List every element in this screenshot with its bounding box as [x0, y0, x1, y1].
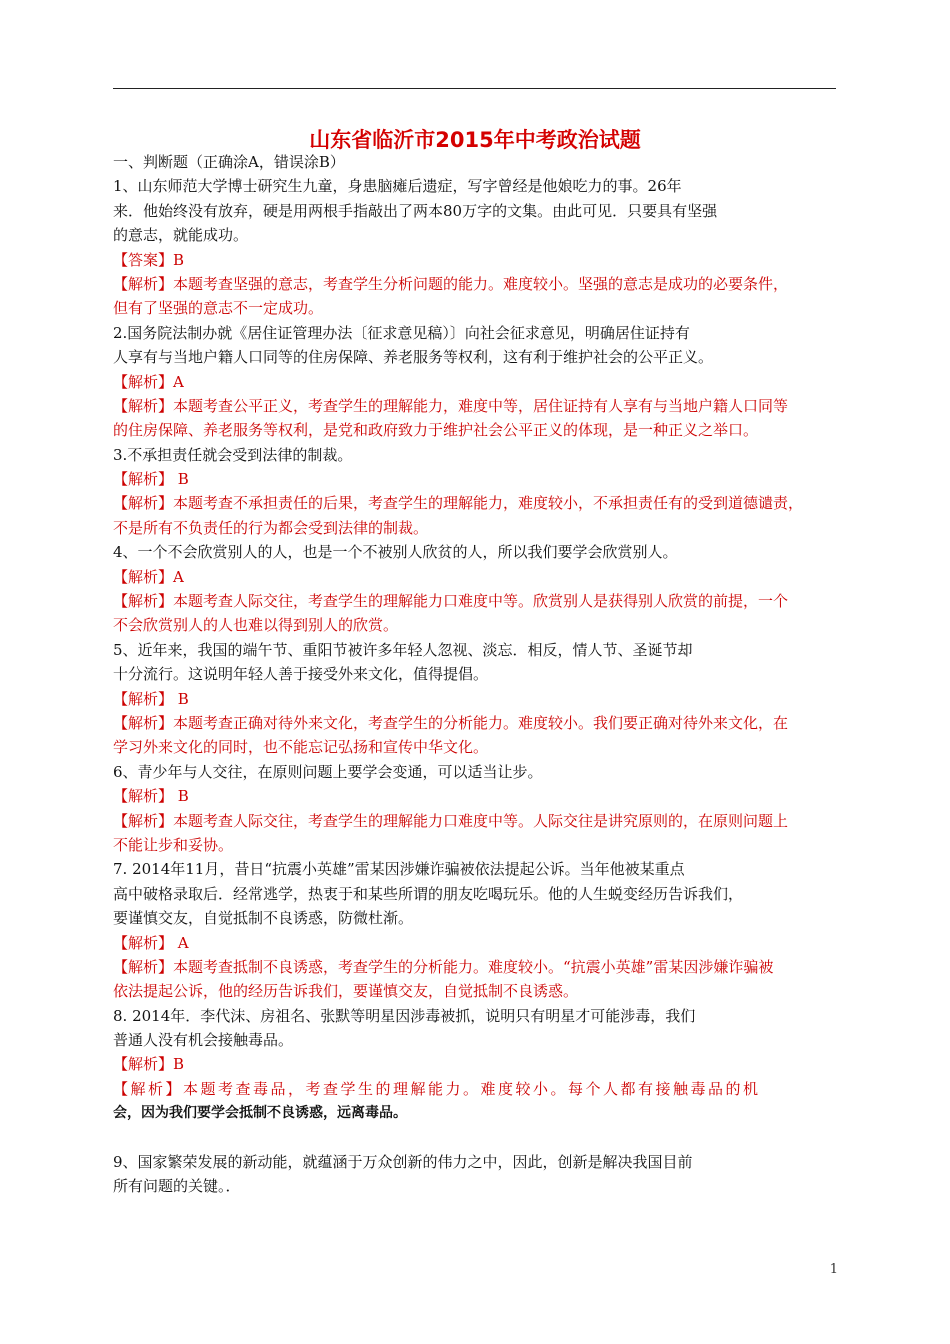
- question-5-line-1: 5、近年来，我国的端午节、重阳节被许多年轻人忽视、淡忘．相反，情人节、圣诞节却: [113, 640, 693, 659]
- header-rule: [113, 88, 836, 89]
- question-7-line-2: 高中破格录取后．经常逃学，热衷于和某些所谓的朋友吃喝玩乐。他的人生蜕变经历告诉我们，: [113, 884, 744, 903]
- question-4-answer: 【解析】A: [113, 567, 184, 586]
- question-2-line-1: 2.国务院法制办就《居住证管理办法〔征求意见稿）〕向社会征求意见，明确居住证持有: [113, 323, 690, 342]
- question-8-analysis-2: 会，因为我们要学会抵制不良诱惑，远离毒品。: [113, 1105, 407, 1122]
- question-7-analysis-1: 【解析】本题考查抵制不良诱惑，考查学生的分析能力。难度较小。“抗震小英雄”雷某因涉嫌诈骗被: [113, 957, 774, 976]
- question-5-analysis-1: 【解析】本题考查正确对待外来文化，考查学生的分析能力。难度较小。我们要正确对待外来文化，在: [113, 713, 789, 732]
- question-1-analysis-2: 但有了坚强的意志不一定成功。: [113, 299, 324, 318]
- question-1-line-2: 来．他始终没有放弃，硬是用两根手指敲出了两本80万字的文集。由此可见．只要具有坚强: [113, 201, 718, 220]
- blank-line: [113, 1126, 840, 1150]
- question-4-analysis-2: 不会欣赏别人的人也难以得到别人的欣赏。: [113, 616, 399, 635]
- question-3-line-1: 3.不承担责任就会受到法律的制裁。: [113, 445, 353, 464]
- question-1-answer: 【答案】B: [113, 250, 185, 269]
- question-8-line-2: 普通人没有机会接触毒品。: [113, 1031, 294, 1050]
- question-3-answer: 【解析】 B: [113, 470, 189, 489]
- question-1-line-3: 的意志，就能成功。: [113, 226, 249, 245]
- section-heading: 一、判断题（正确涂A，错误涂B）: [113, 153, 345, 171]
- question-8-answer: 【解析】B: [113, 1055, 185, 1074]
- question-8-line-1: 8. 2014年．李代沫、房祖名、张默等明星因涉毒被抓，说明只有明星才可能涉毒，我们: [113, 1006, 696, 1025]
- question-2-analysis-2: 的住房保障、养老服务等权利，是党和政府致力于维护社会公平正义的体现，是一种正义之举口。: [113, 421, 759, 440]
- question-3-analysis-2: 不是所有不负责任的行为都会受到法律的制裁。: [113, 518, 429, 537]
- question-4-analysis-1: 【解析】本题考查人际交往，考查学生的理解能力口难度中等。欣赏别人是获得别人欣赏的前提，一个: [113, 592, 789, 611]
- question-8-analysis-1: 【解析】本题考查毒品，考查学生的理解能力。难度较小。每个人都有接触毒品的机: [113, 1079, 761, 1098]
- question-7-answer: 【解析】 A: [113, 933, 189, 952]
- question-3-analysis-1: 【解析】本题考查不承担责任的后果，考查学生的理解能力，难度较小，不承担责任有的受到道德谴责，: [113, 494, 804, 513]
- question-2-answer: 【解析】A: [113, 372, 184, 391]
- question-7-line-1: 7. 2014年11月，昔日“抗震小英雄”雷某因涉嫌诈骗被依法提起公诉。当年他被某重点: [113, 860, 685, 879]
- question-7-analysis-2: 依法提起公诉，他的经历告诉我们，要谨慎交友，自觉抵制不良诱惑。: [113, 982, 579, 1001]
- question-5-analysis-2: 学习外来文化的同时，也不能忘记弘扬和宣传中华文化。: [113, 738, 489, 757]
- document-body: [113, 150, 840, 1199]
- page-number: 1: [829, 1262, 838, 1277]
- question-9-line-1: 9、国家繁荣发展的新动能，就蕴涵于万众创新的伟力之中，因此，创新是解决我国目前: [113, 1153, 693, 1172]
- question-6-analysis-2: 不能让步和妥协。: [113, 835, 234, 854]
- question-5-answer: 【解析】 B: [113, 689, 189, 708]
- question-2-analysis-1: 【解析】本题考查公平正义，考查学生的理解能力，难度中等，居住证持有人享有与当地户籍人口同等: [113, 396, 789, 415]
- question-7-line-3: 要谨慎交友，自觉抵制不良诱惑，防微杜渐。: [113, 909, 414, 928]
- question-5-line-2: 十分流行。这说明年轻人善于接受外来文化，值得提倡。: [113, 665, 489, 684]
- question-6-analysis-1: 【解析】本题考查人际交往，考查学生的理解能力口难度中等。人际交往是讲究原则的，在原则问题上: [113, 811, 789, 830]
- question-2-line-2: 人享有与当地户籍人口同等的住房保障、养老服务等权利，这有利于维护社会的公平正义。: [113, 348, 714, 367]
- question-1-analysis-1: 【解析】本题考查坚强的意志，考查学生分析问题的能力。难度较小。坚强的意志是成功的必要条件，: [113, 274, 789, 293]
- question-6-line-1: 6、青少年与人交往，在原则问题上要学会变通，可以适当让步。: [113, 762, 543, 781]
- question-6-answer: 【解析】 B: [113, 787, 189, 806]
- question-1-line-1: 1、山东师范大学博士研究生九童，身患脑瘫后遗症，写字曾经是他娘吃力的事。26年: [113, 177, 682, 196]
- question-9-line-2: 所有问题的关键。．: [113, 1177, 241, 1196]
- page-title: 山东省临沂市2015年中考政治试题: [309, 128, 641, 152]
- question-4-line-1: 4、一个不会欣赏别人的人，也是一个不被别人欣贫的人，所以我们要学会欣赏别人。: [113, 543, 678, 562]
